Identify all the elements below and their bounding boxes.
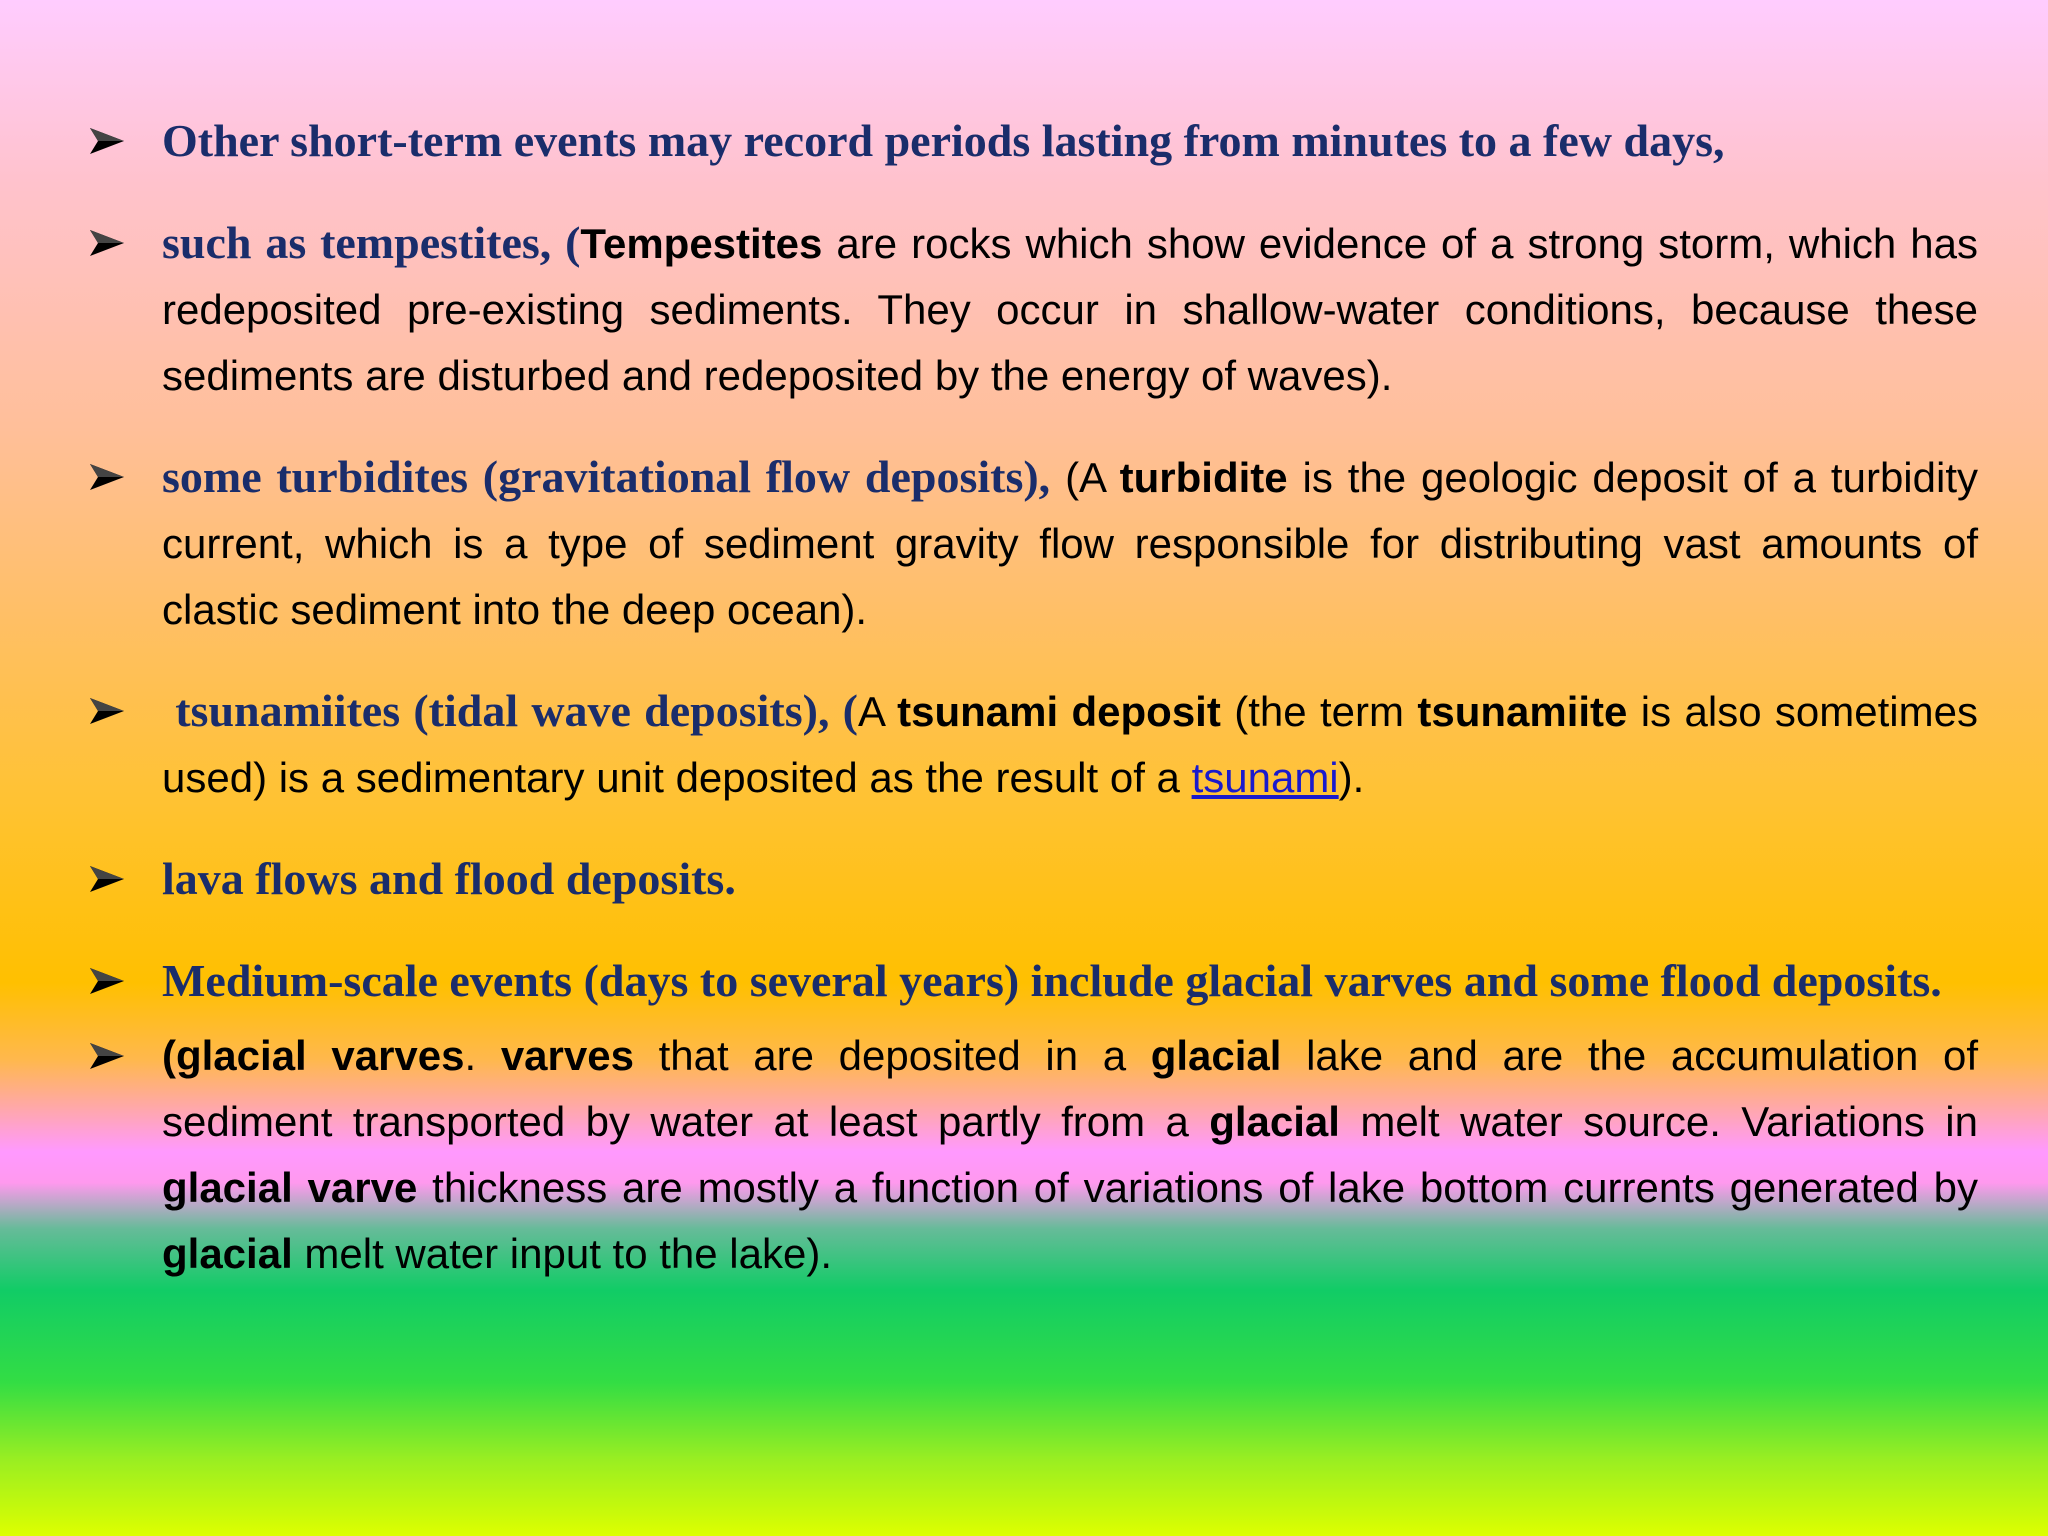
bold-term: glacial <box>1150 1032 1282 1079</box>
bullet-lava-flows <box>86 846 1978 913</box>
bold-term: glacial <box>162 1230 293 1277</box>
bullet-heading: Medium-scale events (days to several years) include glacial varves and some flood deposits. <box>162 955 1942 1006</box>
bullet-body-text: that are deposited in a <box>633 1032 1151 1079</box>
bullet-tsunamiites <box>86 678 1978 811</box>
arrowhead-bullet-icon <box>86 108 126 174</box>
bullet-body-text: thickness are mostly a function of variations of lake bottom currents generated by <box>417 1164 1979 1211</box>
bold-term: tsunami deposit <box>897 688 1221 735</box>
bullet-body-text: melt water input to the lake). <box>292 1230 833 1277</box>
bullet-turbidites <box>86 444 1978 643</box>
bold-term: glacial <box>1209 1098 1340 1145</box>
bullet-body-text: is the geologic deposit of a turbidity current, which is a type of sediment gravity flow responsible for distributing vast amounts of clastic sediment into the deep ocean). <box>162 454 1978 633</box>
bullet-body-text: . <box>464 1032 501 1079</box>
bullet-glacial-varves <box>86 1023 1978 1287</box>
bullet-heading: tsunamiites (tidal wave deposits), ( <box>162 685 859 736</box>
bullet-body-text: is also sometimes used) is a sedimentary unit deposited as the result of a <box>162 688 1978 801</box>
arrowhead-bullet-icon <box>86 948 126 1014</box>
bullet-short-term-events <box>86 108 1978 175</box>
arrowhead-bullet-icon <box>86 846 126 912</box>
tsunami-link[interactable]: tsunami <box>1191 754 1339 801</box>
bullet-list <box>86 108 1978 1287</box>
arrowhead-bullet-icon <box>86 678 126 744</box>
bullet-heading: some turbidites (gravitational flow deposits), <box>162 451 1051 502</box>
bullet-heading: lava flows and flood deposits. <box>162 853 736 904</box>
bullet-body-text: lake and are the accumulation of sediment transported by water at least partly from a <box>162 1032 1978 1145</box>
bold-term: tsunamiite <box>1417 688 1628 735</box>
bullet-body-text: A <box>858 688 898 735</box>
bullet-body-text: are rocks which show evidence of a strong storm, which has redeposited pre-existing sediments. They occur in shallow-water conditions, because these sediments are disturbed and redeposited by the energy of waves). <box>162 220 1978 399</box>
bullet-heading: such as tempestites, ( <box>162 217 581 268</box>
bullet-heading: Other short-term events may record periods lasting from minutes to a few days, <box>162 115 1725 166</box>
arrowhead-bullet-icon <box>86 444 126 510</box>
bullet-body-text: (A <box>1050 454 1120 501</box>
bold-term: Tempestites <box>580 220 823 267</box>
bold-term: varves <box>500 1032 634 1079</box>
bold-term: turbidite <box>1119 454 1288 501</box>
bullet-tempestites <box>86 210 1978 409</box>
arrowhead-bullet-icon <box>86 1023 126 1089</box>
bullet-body-text: ). <box>1338 754 1365 801</box>
bullet-body-text: melt water source. Variations in <box>1339 1098 1978 1145</box>
bullet-body-text: (the term <box>1220 688 1418 735</box>
bold-term: (glacial varves <box>162 1032 465 1079</box>
bullet-medium-scale-events <box>86 948 1978 1015</box>
arrowhead-bullet-icon <box>86 210 126 276</box>
bold-term: glacial varve <box>162 1164 418 1211</box>
